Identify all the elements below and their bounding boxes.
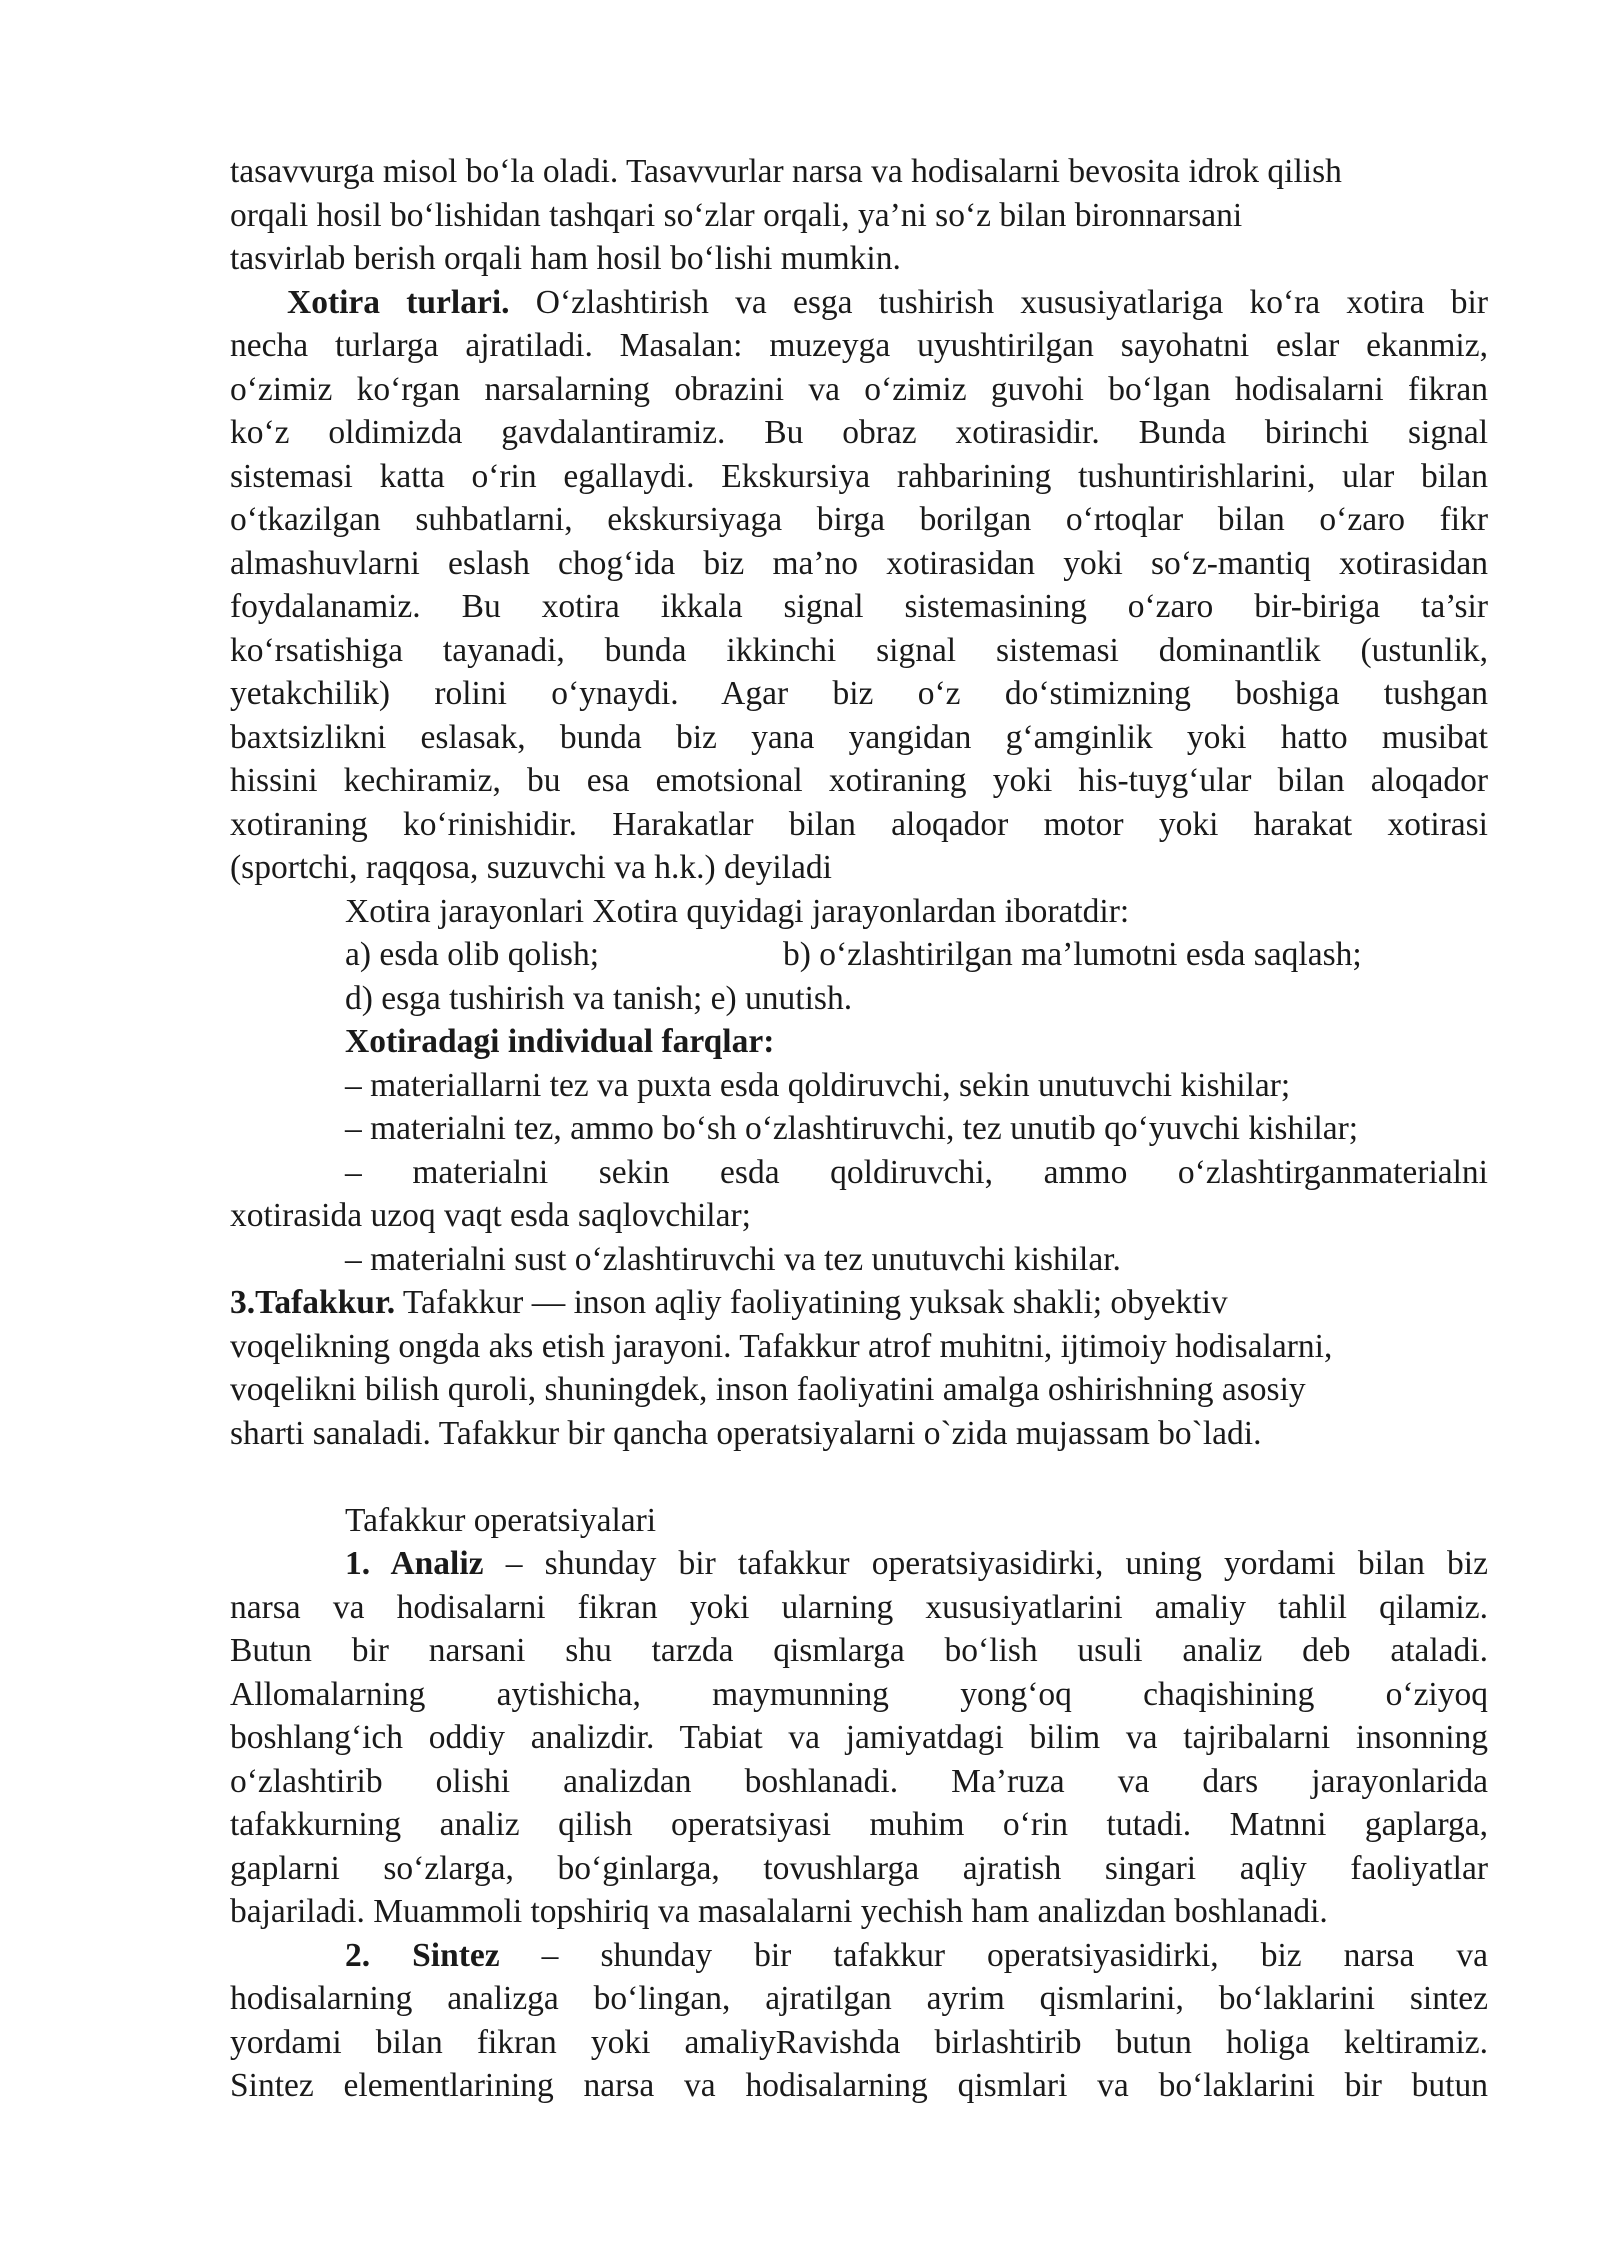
text-line: necha turlarga ajratiladi. Masalan: muzeyga uyushtirilgan sayohatni eslar ekanmiz,: [230, 327, 1488, 364]
text-line: narsa va hodisalarni fikran yoki ularning xususiyatlarini amaliy tahlil qilamiz.: [230, 1588, 1488, 1626]
text-line: sharti sanaladi. Tafakkur bir qancha operatsiyalarni o`zida mujassam bo`ladi.: [230, 1414, 1262, 1452]
text-span: – shunday bir tafakkur operatsiyasidirki, uning yordami bilan biz: [483, 1545, 1488, 1582]
text-line: Butun bir narsani shu tarzda qismlarga bo‘lish usuli analiz deb ataladi.: [230, 1632, 1488, 1669]
text-span: Tafakkur — inson aqliy faoliyatining yuksak shakli; obyektiv: [395, 1284, 1228, 1321]
text-line: bajariladi. Muammoli topshiriq va masalalarni yechish ham analizdan boshlanadi.: [230, 1893, 1328, 1930]
list-line: [230, 933, 1488, 977]
text-line: xotirasida uzoq vaqt esda saqlovchilar;: [230, 1197, 751, 1234]
text-line: boshlang‘ich oddiy analizdir. Tabiat va jamiyatdagi bilim va tajribalarni insonning: [230, 1719, 1488, 1756]
text-line: tafakkurning analiz qilish operatsiyasi muhim o‘rin tutadi. Matnni gaplarga,: [230, 1806, 1488, 1843]
section-heading: 1. Analiz: [345, 1545, 484, 1582]
text-line: almashuvlarni eslash chog‘ida biz ma’no xotirasidan yoki so‘z-mantiq xotirasidan: [230, 544, 1488, 582]
text-line: Allomalarning aytishicha, maymunning yong‘oq chaqishining o‘ziyoq: [230, 1675, 1488, 1713]
list-item: – materialni sekin esda qoldiruvchi, ammo o‘zlashtirganmaterialni: [345, 1153, 1488, 1191]
text-line: o‘tkazilgan suhbatlarni, ekskursiyaga birga borilgan o‘rtoqlar bilan o‘zaro fikr: [230, 501, 1488, 538]
text-line: Sintez elementlarining narsa va hodisalarning qismlari va bo‘laklarini bir butun: [230, 2067, 1488, 2104]
text-line: voqelikning ongda aks etish jarayoni. Tafakkur atrof muhitni, ijtimoiy hodisalarni,: [230, 1327, 1333, 1365]
text-line: xotiraning ko‘rinishidir. Harakatlar bilan aloqador motor yoki harakat xotirasi: [230, 805, 1488, 843]
section-analiz: [230, 1542, 1488, 1586]
text-line: foydalanamiz. Bu xotira ikkala signal sistemasining o‘zaro bir-biriga ta’sir: [230, 588, 1488, 625]
blank-line: [230, 1455, 1488, 1499]
list-line: d) esga tushirish va tanish; e) unutish.: [345, 979, 853, 1017]
list-item: – materialni sust o‘zlashtiruvchi va tez unutuvchi kishilar.: [345, 1240, 1121, 1278]
list-item: a) esda olib qolish;: [345, 936, 599, 973]
document-page: [230, 150, 1488, 2108]
section-xotira-turlari: [230, 281, 1488, 325]
section-heading: Xotiradagi individual farqlar:: [345, 1023, 775, 1060]
text-line: tasvirlab berish orqali ham hosil bo‘lishi mumkin.: [230, 240, 901, 277]
text-line: ko‘z oldimizda gavdalantiramiz. Bu obraz xotirasidir. Bunda birinchi signal: [230, 414, 1488, 451]
text-line: baxtsizlikni eslasak, bunda biz yana yangidan g‘amginlik yoki hatto musibat: [230, 718, 1488, 756]
text-line: o‘zlashtirib olishi analizdan boshlanadi. Ma’ruza va dars jarayonlarida: [230, 1762, 1488, 1800]
text-line: ko‘rsatishiga tayanadi, bunda ikkinchi signal sistemasi dominantlik (ustunlik,: [230, 631, 1488, 669]
text-line: gaplarni so‘zlarga, bo‘ginlarga, tovushlarga ajratish singari aqliy faoliyatlar: [230, 1849, 1488, 1887]
section-heading: 3.Tafakkur.: [230, 1284, 396, 1321]
text-line: hodisalarning analizga bo‘lingan, ajratilgan ayrim qismlarini, bo‘laklarini sintez: [230, 1980, 1488, 2017]
section-tafakkur: [230, 1281, 1488, 1325]
text-line: voqelikni bilish quroli, shuningdek, inson faoliyatini amalga oshirishning asosiy: [230, 1371, 1306, 1408]
text-line: tasavvurga misol bo‘la oladi. Tasavvurlar narsa va hodisalarni bevosita idrok qilish: [230, 153, 1342, 190]
text-line: (sportchi, raqqosa, suzuvchi va h.k.) deyiladi: [230, 849, 832, 886]
text-line: sistemasi katta o‘rin egallaydi. Ekskursiya rahbarining tushuntirishlarini, ular bilan: [230, 457, 1488, 495]
text-line: yetakchilik) rolini o‘ynaydi. Agar biz o‘z do‘stimizning boshiga tushgan: [230, 675, 1488, 712]
section-sintez: [230, 1934, 1488, 1978]
list-item: – materiallarni tez va puxta esda qoldiruvchi, sekin unutuvchi kishilar;: [345, 1066, 1291, 1104]
text-line: hissini kechiramiz, bu esa emotsional xotiraning yoki his-tuyg‘ular bilan aloqador: [230, 762, 1488, 799]
text-span: – shunday bir tafakkur operatsiyasidirki, biz narsa va: [499, 1936, 1488, 1974]
list-item: b) o‘zlashtirilgan ma’lumotni esda saqlash;: [783, 936, 1362, 973]
section-heading: 2. Sintez: [345, 1936, 500, 1974]
text-line: yordami bilan fikran yoki amaliyRavishda birlashtirib butun holiga keltiramiz.: [230, 2023, 1488, 2061]
list-item: – materialni tez, ammo bo‘sh o‘zlashtiruvchi, tez unutib qo‘yuvchi kishilar;: [345, 1110, 1359, 1147]
text-line: Xotira jarayonlari Xotira quyidagi jarayonlardan iboratdir:: [345, 892, 1130, 930]
section-heading: Xotira turlari.: [287, 283, 510, 321]
subheading: Tafakkur operatsiyalari: [345, 1501, 657, 1539]
text-span: O‘zlashtirish va esga tushirish xususiyatlariga ko‘ra xotira bir: [509, 283, 1488, 321]
text-line: o‘zimiz ko‘rgan narsalarning obrazini va o‘zimiz guvohi bo‘lgan hodisalarni fikran: [230, 370, 1488, 408]
text-line: orqali hosil bo‘lishidan tashqari so‘zlar orqali, ya’ni so‘z bilan bironnarsani: [230, 196, 1243, 234]
